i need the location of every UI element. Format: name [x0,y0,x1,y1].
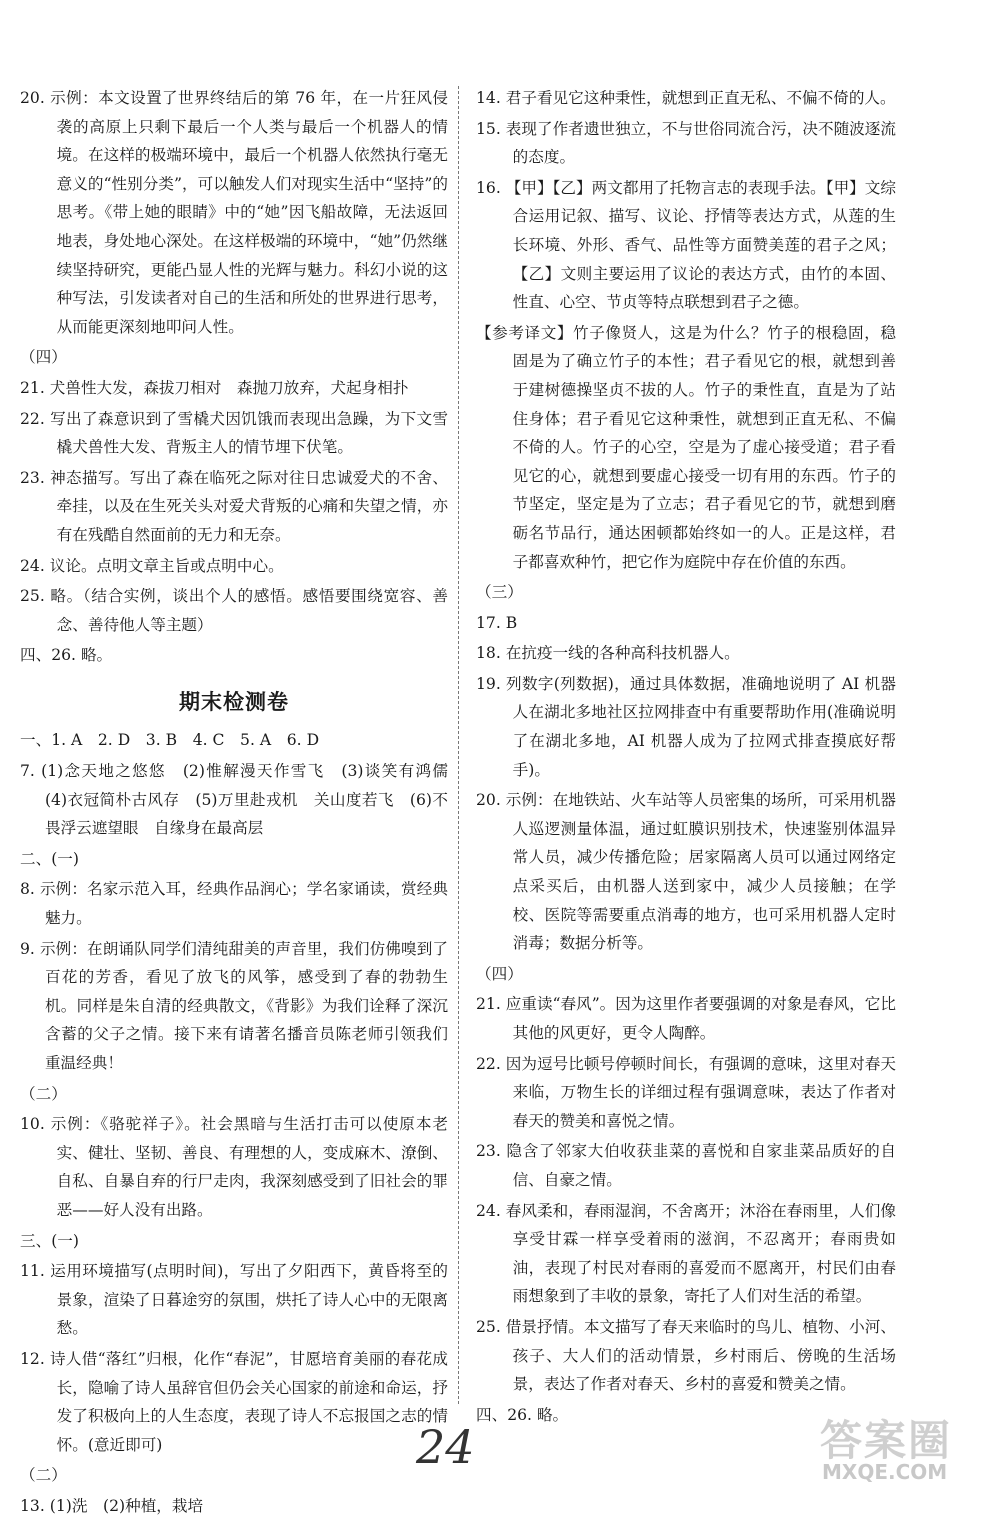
multiple-choice-answers: 一、1. A 2. D 3. B 4. C 5. A 6. D [20,731,320,750]
answer-15: 15. 表现了作者遗世独立，不与世俗同流合污，决不随波逐流的态度。 [476,119,896,167]
answer-24: 24. 议论。点明文章主旨或点明中心。 [20,556,284,575]
section-heading: （二） [20,1466,67,1485]
answer-22: 22. 因为逗号比顿号停顿时间长，有强调的意味，这里对春天来临，万物生长的详细过程有强调意味，表达了作者对春天的赞美和喜悦之情。 [476,1054,896,1130]
answer-13: 13. (1)洗 (2)种植，栽培 [20,1496,204,1515]
section-heading: 二、(一) [20,849,79,868]
answer-19: 19. 列数字(列数据)，通过具体数据，准确地说明了 AI 机器人在湖北多地社区拉网排查中有重要帮助作用(准确说明了在湖北多地，AI 机器人成为了拉网式排查摸底好帮手)。 [476,674,896,779]
answer-26: 四、26. 略。 [476,1405,569,1424]
answer-8: 8. 示例：名家示范入耳，经典作品润心；学名家诵读，赏经典魅力。 [20,880,448,928]
left-column [20,84,464,1523]
answer-18: 18. 在抗疫一线的各种高科技机器人。 [476,644,740,663]
answer-22: 22. 写出了森意识到了雪橇犬因饥饿而表现出急躁，为下文雪橇犬兽性大发、背叛主人的情节埋下伏笔。 [20,409,448,457]
answer-10: 10. 示例：《骆驼祥子》。社会黑暗与生活打击可以使原本老实、健壮、坚韧、善良、有理想的人，变成麻木、潦倒、自私、自暴自弃的行尸走肉，我深刻感受到了旧社会的罪恶——好人没有出路。 [20,1115,448,1219]
column-divider [458,86,459,1404]
answer-11: 11. 运用环境描写(点明时间)，写出了夕阳西下，黄昏将至的景象，渲染了日暮途穷的氛围，烘托了诗人心中的无限离愁。 [20,1262,448,1338]
answer-14: 14. 君子看见它这种秉性，就想到正直无私、不偏不倚的人。 [476,89,896,107]
answer-21: 21. 犬兽性大发，森拔刀相对 森抛刀放弃，犬起身相扑 [20,378,409,397]
watermark-url: MXQE.COM [822,1460,948,1484]
page-number: 24 [416,1420,475,1474]
right-column [476,84,896,1431]
section-heading: 三、(一) [20,1231,79,1250]
watermark [820,1408,990,1488]
section-heading: （二） [20,1084,67,1103]
answer-7: 7. (1)念天地之悠悠 (2)惟解漫天作雪飞 (3)谈笑有鸿儒 (4)衣冠简朴古风存 (5)万里赴戎机 关山度若飞 (6)不畏浮云遮望眼 自缘身在最高层 [20,762,464,838]
answer-17: 17. B [476,613,518,632]
answer-20: 20. 示例：本文设置了世界终结后的第 76 年，在一片狂风侵袭的高原上只剩下最后一个人类与最后一个机器人的情境。在这样的极端环境中，最后一个机器人依然执行毫无意义的“性别分类”，可以触发人们对现实生活中“坚持”的思考。《带上她的眼睛》中的“她”因飞船故障，无法返回地表，身处地心深处。在这样极端的环境中，“她”仍然继续坚持研究，更能凸显人性的光辉与魅力。科幻小说的这种写法，引发读者对自己的生活和所处的世界进行思考，从而能更深刻地叩问人性。 [20,89,448,336]
answer-16: 16. 【甲】【乙】两文都用了托物言志的表现手法。【甲】文综合运用记叙、描写、议论、抒情等表达方式，从莲的生长环境、外形、香气、品性等方面赞美莲的君子之风；【乙】文则主要运用了议论的表达方式，由竹的本固、性直、心空、节贞等特点联想到君子之德。 [476,178,896,312]
answer-25: 25. 略。（结合实例，谈出个人的感悟。感悟要围绕宽容、善念、善待他人等主题） [20,587,448,634]
answer-23: 23. 隐含了邻家大伯收获韭菜的喜悦和自家韭菜品质好的自信、自豪之情。 [476,1142,896,1189]
answer-21: 21. 应重读“春风”。因为这里作者要强调的对象是春风，它比其他的风更好，更令人陶醉。 [476,995,896,1042]
answer-12: 12. 诗人借“落红”归根，化作“春泥”，甘愿培育美丽的春花成长，隐喻了诗人虽辞官但仍会关心国家的前途和命运，抒发了积极向上的人生态度，表现了诗人不忘报国之志的情怀。(意近即可) [20,1349,448,1454]
answer-9: 9. 示例：在朗诵队同学们清纯甜美的声音里，我们仿佛嗅到了百花的芳香，看见了放飞的风筝，感受到了春的勃勃生机。同样是朱自清的经典散文，《背影》为我们诠释了深沉含蓄的父子之情。接下来有请著名播音员陈老师引领我们重温经典！ [20,939,448,1072]
answer-24: 24. 春风柔和，春雨湿润，不舍离开；沐浴在春雨里，人们像享受甘霖一样享受着雨的滋润，不忍离开；春雨贵如油，表现了村民对春雨的喜爱而不愿离开，村民们由春雨想象到了丰收的景象，寄托了人们对生活的希望。 [476,1201,896,1306]
answer-23: 23. 神态描写。写出了森在临死之际对往日忠诚爱犬的不舍、牵挂，以及在生死关头对爱犬背叛的心痛和失望之情，亦有在残酷自然面前的无力和无奈。 [20,468,448,544]
section-heading: （四） [20,348,67,367]
section-heading: （四） [476,964,523,983]
answer-25: 25. 借景抒情。本文描写了春天来临时的鸟儿、植物、小河、孩子、大人们的活动情景，乡村雨后、傍晚的生活场景，表达了作者对春天、乡村的喜爱和赞美之情。 [476,1317,896,1394]
section-heading: （三） [476,583,523,602]
reference-translation: 【参考译文】竹子像贤人，这是为什么？竹子的根稳固，稳固是为了确立竹子的本性；君子看见它的根，就想到善于建树德操坚贞不拔的人。竹子的秉性直，直是为了站住身体；君子看见它这种秉性，就想到正直无私、不偏不倚的人。竹子的心空，空是为了虚心接受道；君子看见它的心，就想到要虚心接受一切有用的东西。竹子的节坚定，坚定是为了立志；君子看见它的节，就想到磨砺名节品行，通达困顿都始终如一的人。正是这样，君子都喜欢种竹，把它作为庭院中存在价值的东西。 [476,323,896,571]
watermark-logo-text: 答案圈 [820,1416,953,1465]
answer-20: 20. 示例：在地铁站、火车站等人员密集的场所，可采用机器人巡逻测量体温，通过虹膜识别技术，快速鉴别体温异常人员，减少传播危险；居家隔离人员可以通过网络定点采买后，由机器人送到家中，减少人员接触；在学校、医院等需要重点消毒的地方，也可采用机器人定时消毒；数据分析等。 [476,791,896,953]
exam-title: 期末检测卷 [179,689,289,714]
answer-26: 四、26. 略。 [20,646,113,665]
